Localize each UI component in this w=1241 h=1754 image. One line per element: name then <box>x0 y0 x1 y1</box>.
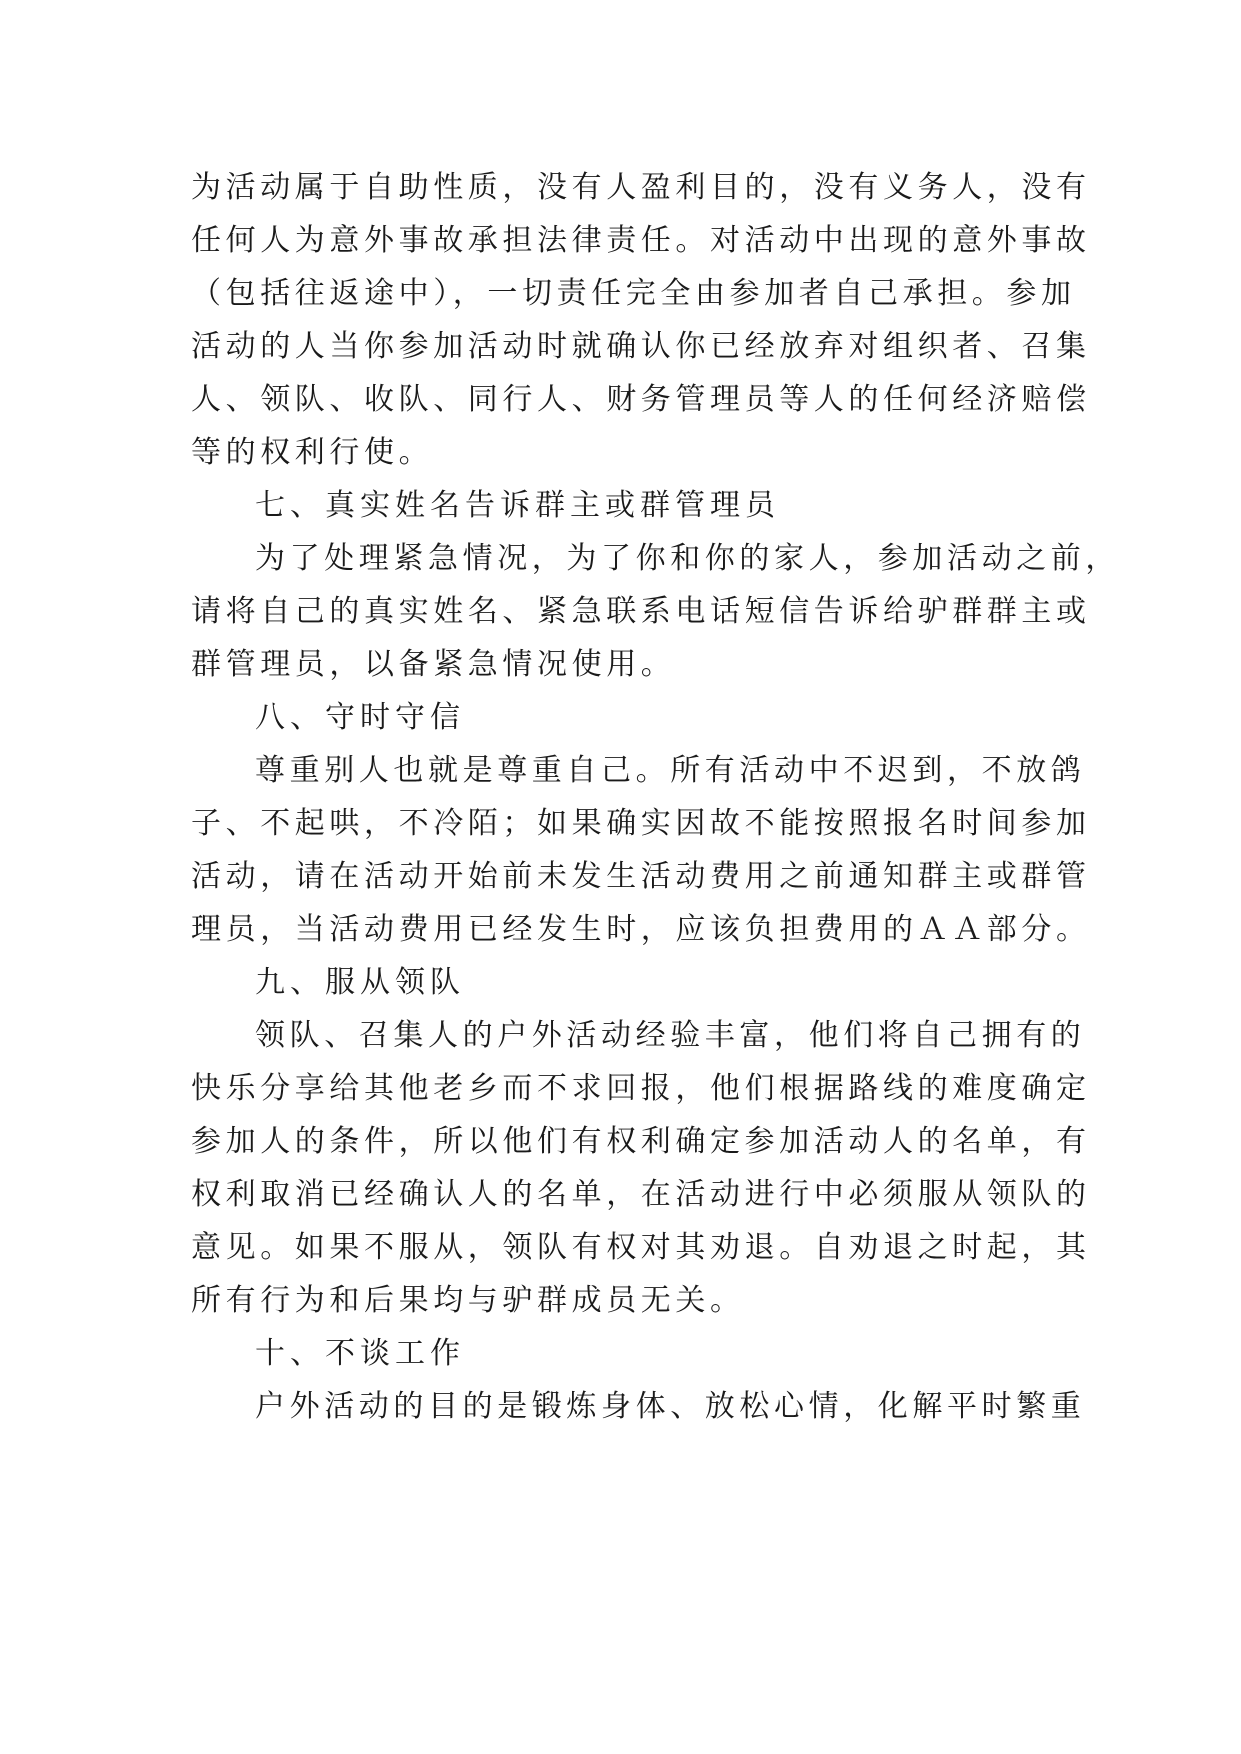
body-text-line: 为活动属于自助性质，没有人盈利目的，没有义务人，没有 <box>191 170 1091 205</box>
body-text-line: 群管理员，以备紧急情况使用。 <box>191 647 676 682</box>
section-heading-nine: 九、服从领队 <box>255 965 465 1000</box>
body-text-line: 意见。如果不服从，领队有权对其劝退。自劝退之时起，其 <box>191 1230 1091 1265</box>
body-text-line: 户外活动的目的是锻炼身体、放松心情，化解平时繁重 <box>255 1389 1086 1424</box>
body-text-line: 尊重别人也就是尊重自己。所有活动中不迟到，不放鸽 <box>255 753 1086 788</box>
body-text-line: 等的权利行使。 <box>191 435 434 470</box>
body-text-line: （包括往返途中），一切责任完全由参加者自己承担。参加 <box>191 276 1076 311</box>
body-text-line: 活动的人当你参加活动时就确认你已经放弃对组织者、召集 <box>191 329 1091 364</box>
body-text-line: 快乐分享给其他老乡而不求回报，他们根据路线的难度确定 <box>191 1071 1091 1106</box>
section-heading-eight: 八、守时守信 <box>255 700 465 735</box>
body-text-line: 所有行为和后果均与驴群成员无关。 <box>191 1283 745 1318</box>
body-text-line: 人、领队、收队、同行人、财务管理员等人的任何经济赔偿 <box>191 382 1091 417</box>
body-text-line: 理员，当活动费用已经发生时，应该负担费用的ＡＡ部分。 <box>191 912 1091 947</box>
body-text-line: 权利取消已经确认人的名单，在活动进行中必须服从领队的 <box>191 1177 1091 1212</box>
section-heading-seven: 七、真实姓名告诉群主或群管理员 <box>255 488 780 523</box>
body-text-line: 子、不起哄，不冷陌；如果确实因故不能按照报名时间参加 <box>191 806 1091 841</box>
body-text-line: 活动，请在活动开始前未发生活动费用之前通知群主或群管 <box>191 859 1091 894</box>
body-text-line: 请将自己的真实姓名、紧急联系电话短信告诉给驴群群主或 <box>191 594 1091 629</box>
body-text-line: 领队、召集人的户外活动经验丰富，他们将自己拥有的 <box>255 1018 1086 1053</box>
section-heading-ten: 十、不谈工作 <box>255 1336 465 1371</box>
body-text-line: 任何人为意外事故承担法律责任。对活动中出现的意外事故 <box>191 223 1091 258</box>
body-text-line: 为了处理紧急情况，为了你和你的家人，参加活动之前， <box>255 541 1120 576</box>
body-text-line: 参加人的条件，所以他们有权利确定参加活动人的名单，有 <box>191 1124 1091 1159</box>
